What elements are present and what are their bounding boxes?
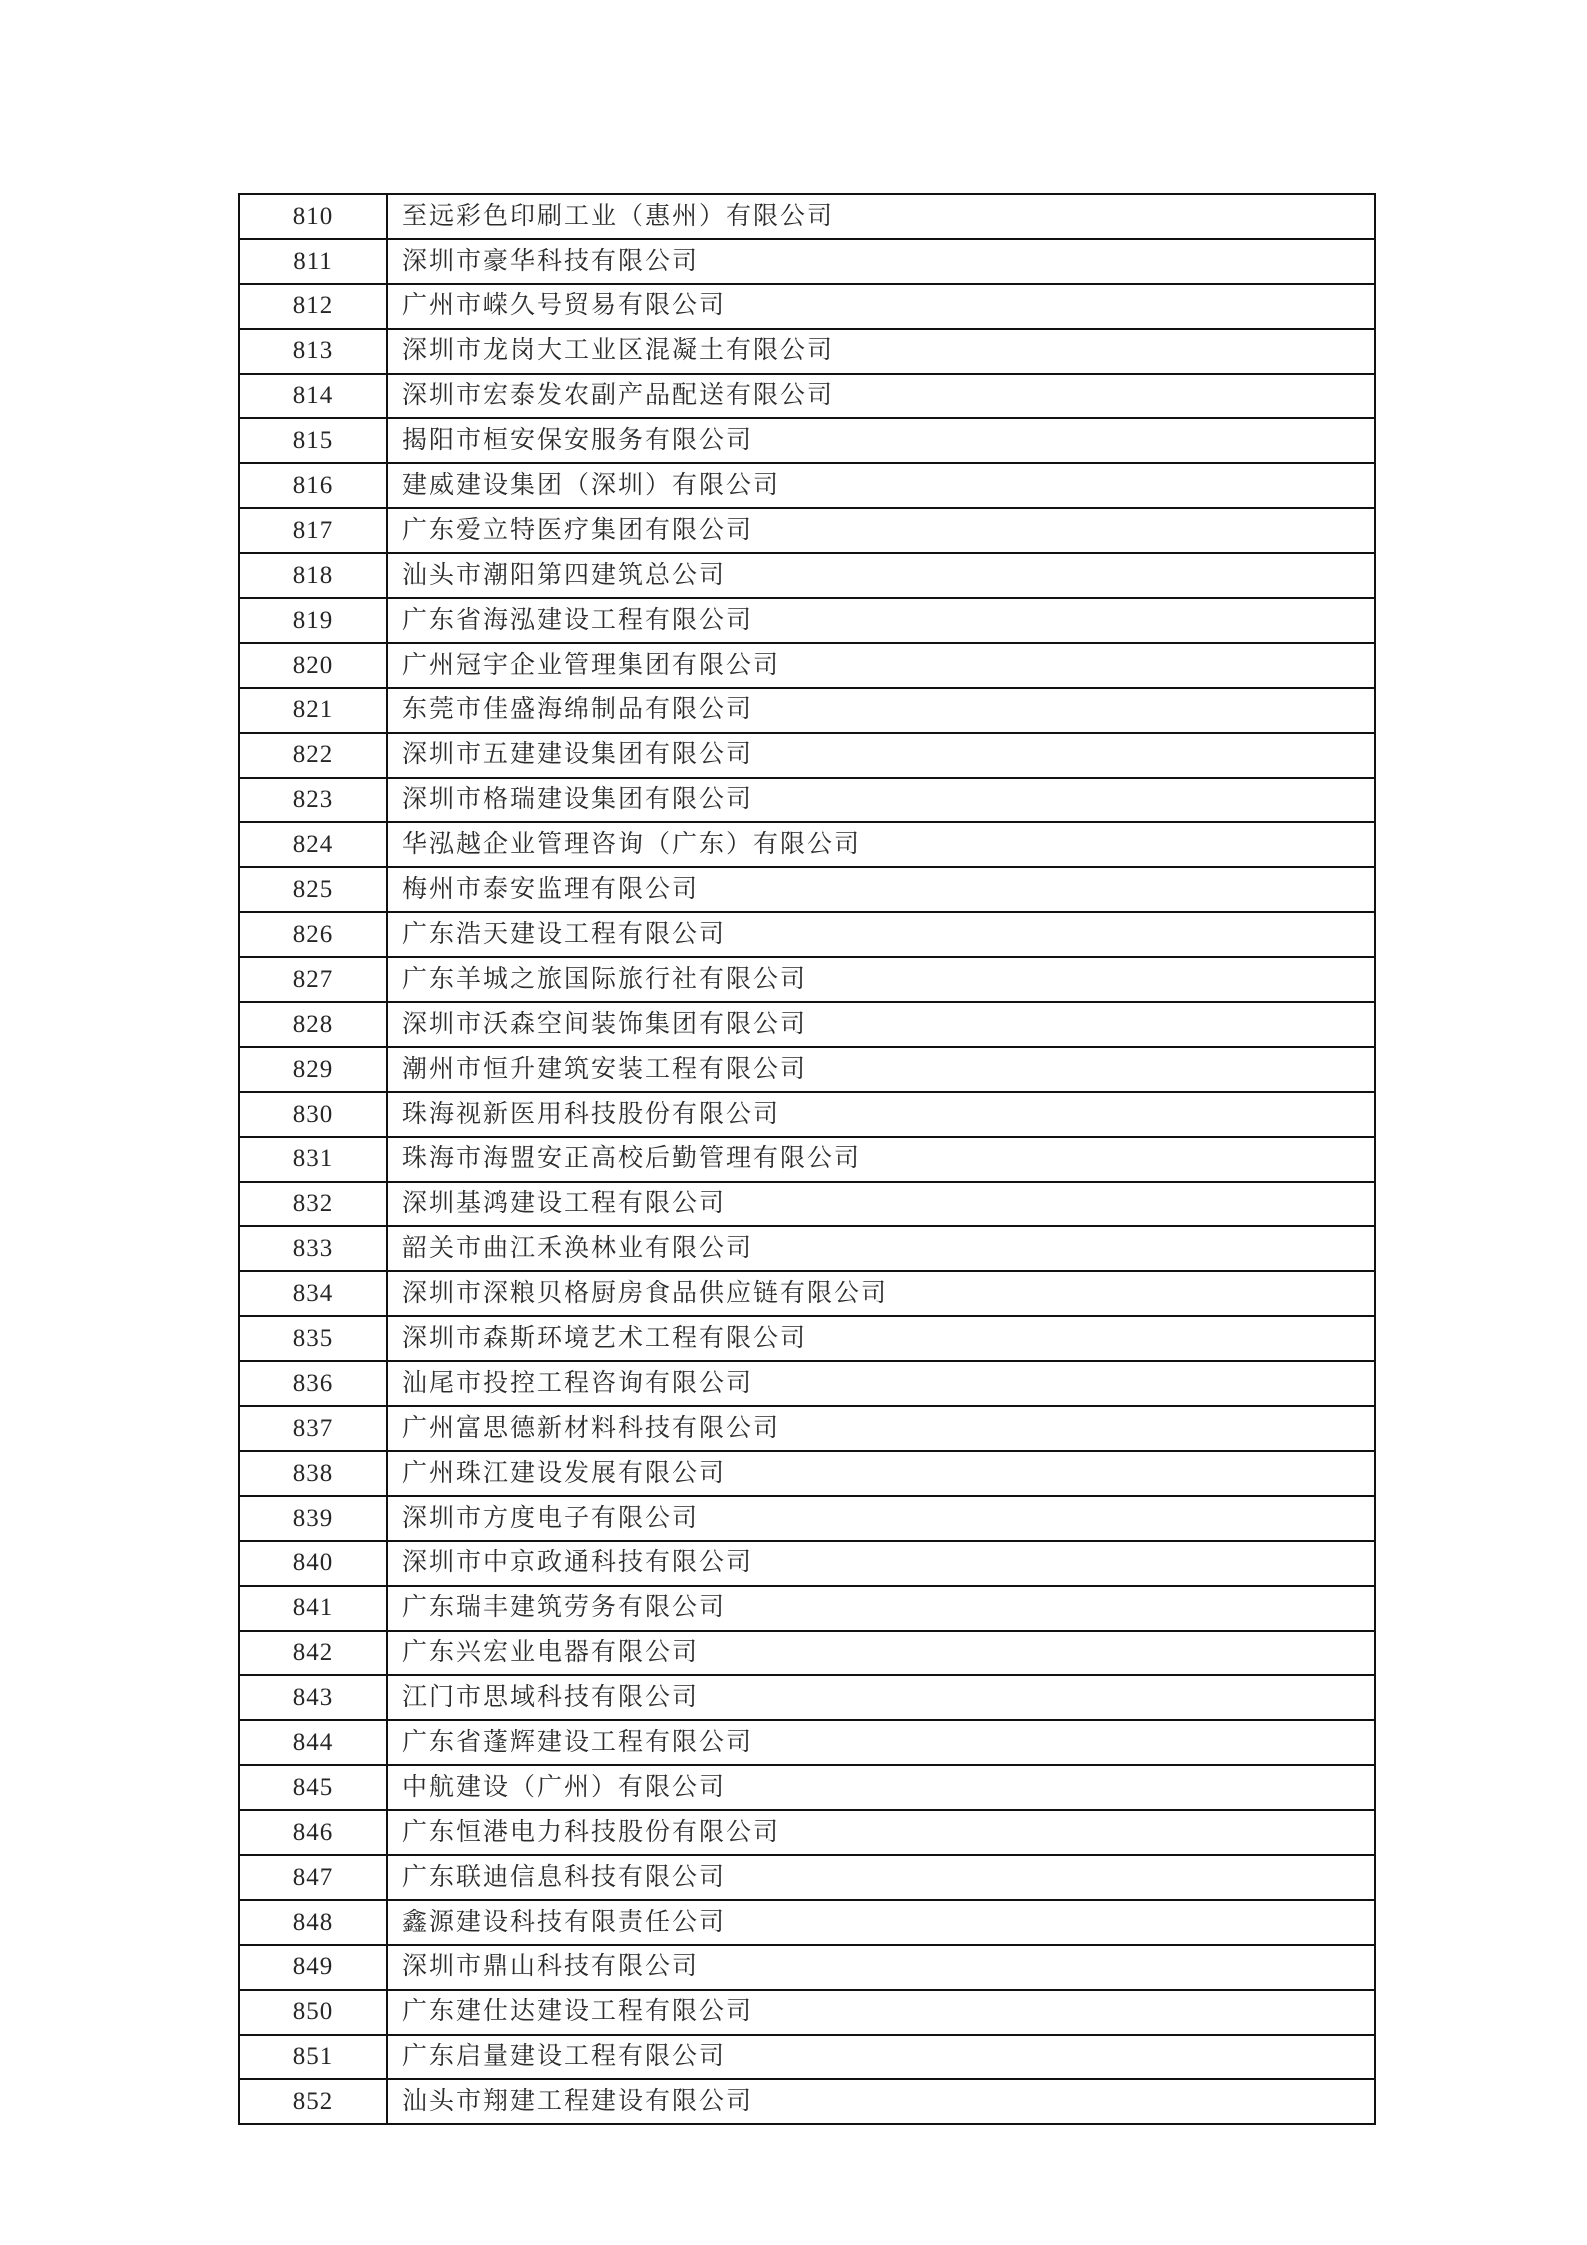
row-number: 815 xyxy=(239,418,387,463)
company-name: 梅州市泰安监理有限公司 xyxy=(387,867,1375,912)
row-number: 827 xyxy=(239,957,387,1002)
table-row xyxy=(239,1765,1375,1810)
row-number: 830 xyxy=(239,1092,387,1137)
table-row xyxy=(239,1406,1375,1451)
row-number: 851 xyxy=(239,2035,387,2080)
table-row xyxy=(239,194,1375,239)
company-name: 广东羊城之旅国际旅行社有限公司 xyxy=(387,957,1375,1002)
row-number: 820 xyxy=(239,643,387,688)
row-number: 831 xyxy=(239,1137,387,1182)
table-row xyxy=(239,1631,1375,1676)
row-number: 824 xyxy=(239,822,387,867)
row-number: 812 xyxy=(239,284,387,329)
company-name: 广东爱立特医疗集团有限公司 xyxy=(387,508,1375,553)
table-row xyxy=(239,553,1375,598)
table-row xyxy=(239,1855,1375,1900)
row-number: 837 xyxy=(239,1406,387,1451)
table-row xyxy=(239,598,1375,643)
table-row xyxy=(239,2079,1375,2124)
table-row xyxy=(239,1586,1375,1631)
row-number: 852 xyxy=(239,2079,387,2124)
company-name: 汕头市潮阳第四建筑总公司 xyxy=(387,553,1375,598)
row-number: 810 xyxy=(239,194,387,239)
table-row xyxy=(239,374,1375,419)
company-name: 广东省海泓建设工程有限公司 xyxy=(387,598,1375,643)
table-row xyxy=(239,1316,1375,1361)
row-number: 829 xyxy=(239,1047,387,1092)
row-number: 834 xyxy=(239,1271,387,1316)
table-row xyxy=(239,239,1375,284)
table-body xyxy=(239,194,1375,2124)
company-name: 广东瑞丰建筑劳务有限公司 xyxy=(387,1586,1375,1631)
company-name: 深圳市宏泰发农副产品配送有限公司 xyxy=(387,374,1375,419)
row-number: 846 xyxy=(239,1810,387,1855)
row-number: 828 xyxy=(239,1002,387,1047)
company-name: 广东建仕达建设工程有限公司 xyxy=(387,1990,1375,2035)
company-name: 深圳市鼎山科技有限公司 xyxy=(387,1945,1375,1990)
row-number: 845 xyxy=(239,1765,387,1810)
row-number: 848 xyxy=(239,1900,387,1945)
table-row xyxy=(239,1945,1375,1990)
company-name: 韶关市曲江禾涣林业有限公司 xyxy=(387,1226,1375,1271)
company-name: 广东兴宏业电器有限公司 xyxy=(387,1631,1375,1676)
table-row xyxy=(239,1990,1375,2035)
table-row xyxy=(239,1002,1375,1047)
company-name: 深圳市格瑞建设集团有限公司 xyxy=(387,778,1375,823)
company-name: 深圳市豪华科技有限公司 xyxy=(387,239,1375,284)
company-name: 深圳基鸿建设工程有限公司 xyxy=(387,1182,1375,1227)
table-row xyxy=(239,1361,1375,1406)
table-row xyxy=(239,643,1375,688)
row-number: 842 xyxy=(239,1631,387,1676)
row-number: 850 xyxy=(239,1990,387,2035)
company-name: 华泓越企业管理咨询（广东）有限公司 xyxy=(387,822,1375,867)
table-row xyxy=(239,418,1375,463)
company-name: 深圳市深粮贝格厨房食品供应链有限公司 xyxy=(387,1271,1375,1316)
row-number: 849 xyxy=(239,1945,387,1990)
company-name: 广州珠江建设发展有限公司 xyxy=(387,1451,1375,1496)
row-number: 832 xyxy=(239,1182,387,1227)
company-name: 潮州市恒升建筑安装工程有限公司 xyxy=(387,1047,1375,1092)
table-row xyxy=(239,2035,1375,2080)
company-name: 广州市嵘久号贸易有限公司 xyxy=(387,284,1375,329)
company-name: 广东省蓬辉建设工程有限公司 xyxy=(387,1720,1375,1765)
row-number: 825 xyxy=(239,867,387,912)
row-number: 847 xyxy=(239,1855,387,1900)
row-number: 838 xyxy=(239,1451,387,1496)
company-name: 东莞市佳盛海绵制品有限公司 xyxy=(387,688,1375,733)
company-name: 广东启量建设工程有限公司 xyxy=(387,2035,1375,2080)
row-number: 826 xyxy=(239,912,387,957)
company-name: 广东联迪信息科技有限公司 xyxy=(387,1855,1375,1900)
company-name: 广东恒港电力科技股份有限公司 xyxy=(387,1810,1375,1855)
table-row xyxy=(239,284,1375,329)
table-row xyxy=(239,1675,1375,1720)
row-number: 814 xyxy=(239,374,387,419)
company-name: 深圳市森斯环境艺术工程有限公司 xyxy=(387,1316,1375,1361)
company-name: 深圳市中京政通科技有限公司 xyxy=(387,1541,1375,1586)
table-row xyxy=(239,508,1375,553)
row-number: 813 xyxy=(239,329,387,374)
table-row xyxy=(239,1810,1375,1855)
row-number: 822 xyxy=(239,733,387,778)
table-row xyxy=(239,1900,1375,1945)
row-number: 821 xyxy=(239,688,387,733)
row-number: 817 xyxy=(239,508,387,553)
company-name: 鑫源建设科技有限责任公司 xyxy=(387,1900,1375,1945)
table-row xyxy=(239,733,1375,778)
company-name: 广州富思德新材料科技有限公司 xyxy=(387,1406,1375,1451)
table-row xyxy=(239,1047,1375,1092)
table-row xyxy=(239,1720,1375,1765)
company-name: 至远彩色印刷工业（惠州）有限公司 xyxy=(387,194,1375,239)
company-name: 深圳市沃森空间装饰集团有限公司 xyxy=(387,1002,1375,1047)
table-row xyxy=(239,1182,1375,1227)
row-number: 844 xyxy=(239,1720,387,1765)
company-name: 深圳市龙岗大工业区混凝土有限公司 xyxy=(387,329,1375,374)
table-row xyxy=(239,329,1375,374)
company-name: 建威建设集团（深圳）有限公司 xyxy=(387,463,1375,508)
table-row xyxy=(239,1092,1375,1137)
company-name: 广东浩天建设工程有限公司 xyxy=(387,912,1375,957)
table-row xyxy=(239,867,1375,912)
table-row xyxy=(239,1226,1375,1271)
row-number: 811 xyxy=(239,239,387,284)
row-number: 818 xyxy=(239,553,387,598)
table-row xyxy=(239,463,1375,508)
table-row xyxy=(239,778,1375,823)
table-row xyxy=(239,1541,1375,1586)
table-row xyxy=(239,688,1375,733)
company-name: 汕头市翔建工程建设有限公司 xyxy=(387,2079,1375,2124)
table-row xyxy=(239,822,1375,867)
company-name: 珠海市海盟安正高校后勤管理有限公司 xyxy=(387,1137,1375,1182)
row-number: 819 xyxy=(239,598,387,643)
table-row xyxy=(239,912,1375,957)
row-number: 843 xyxy=(239,1675,387,1720)
row-number: 833 xyxy=(239,1226,387,1271)
row-number: 823 xyxy=(239,778,387,823)
company-name: 中航建设（广州）有限公司 xyxy=(387,1765,1375,1810)
row-number: 841 xyxy=(239,1586,387,1631)
company-name: 深圳市五建建设集团有限公司 xyxy=(387,733,1375,778)
table-row xyxy=(239,1451,1375,1496)
company-name: 江门市思域科技有限公司 xyxy=(387,1675,1375,1720)
table-row xyxy=(239,1496,1375,1541)
row-number: 835 xyxy=(239,1316,387,1361)
company-name: 汕尾市投控工程咨询有限公司 xyxy=(387,1361,1375,1406)
table-row xyxy=(239,1271,1375,1316)
company-name: 珠海视新医用科技股份有限公司 xyxy=(387,1092,1375,1137)
company-name: 广州冠宇企业管理集团有限公司 xyxy=(387,643,1375,688)
company-name: 揭阳市桓安保安服务有限公司 xyxy=(387,418,1375,463)
company-list-table xyxy=(238,193,1376,2125)
row-number: 840 xyxy=(239,1541,387,1586)
company-name: 深圳市方度电子有限公司 xyxy=(387,1496,1375,1541)
row-number: 836 xyxy=(239,1361,387,1406)
row-number: 816 xyxy=(239,463,387,508)
row-number: 839 xyxy=(239,1496,387,1541)
table-row xyxy=(239,1137,1375,1182)
table-row xyxy=(239,957,1375,1002)
